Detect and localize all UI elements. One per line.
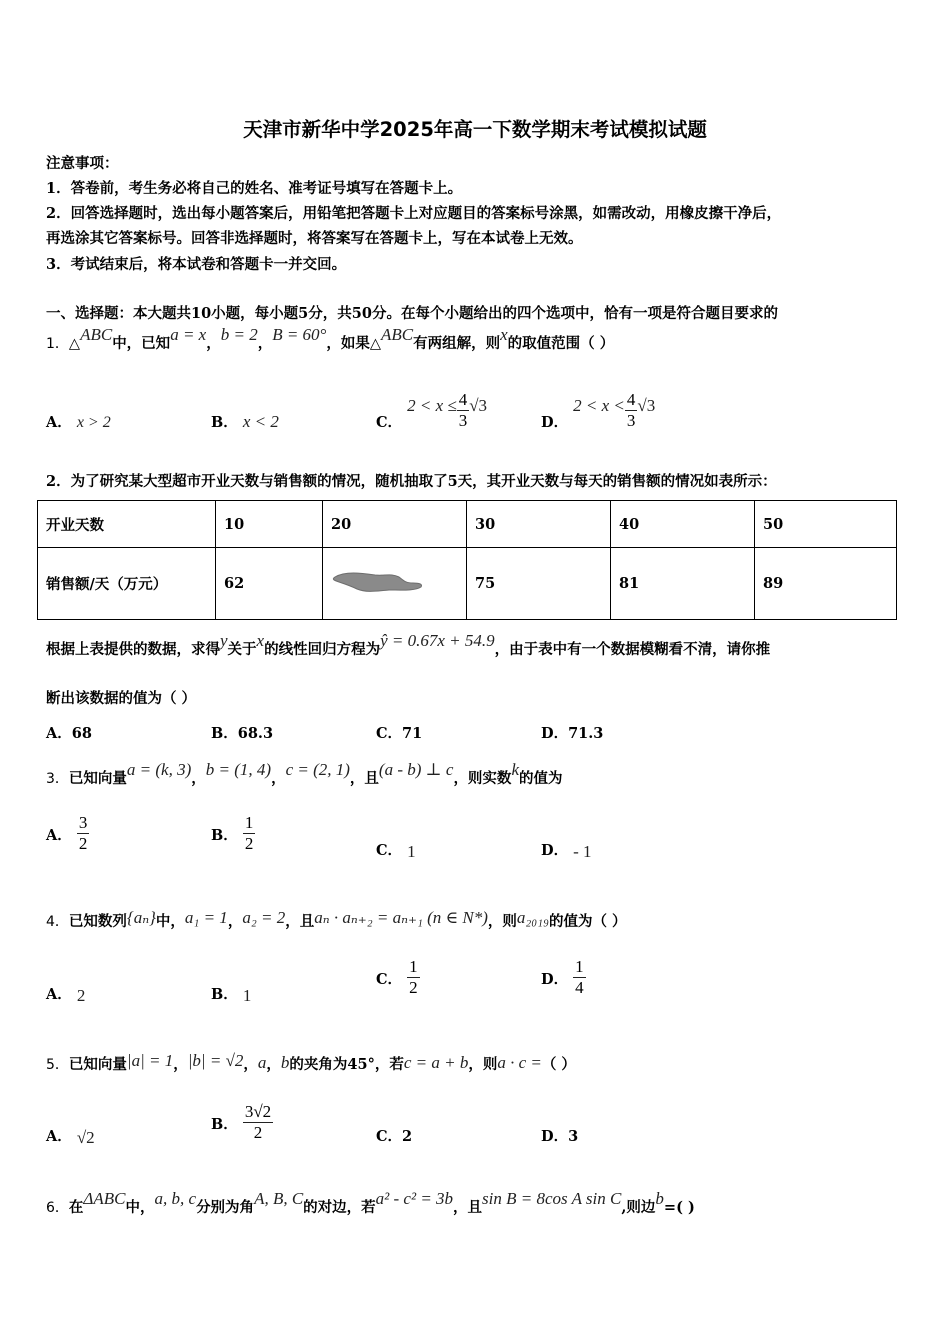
q3-option-a: [46, 813, 89, 854]
q6-math-sides: a, b, c: [154, 1189, 197, 1208]
option-label: B．: [211, 1115, 238, 1133]
q1-text: 中，已知: [112, 335, 171, 352]
q5-text: ，: [173, 1056, 188, 1073]
q5-text: ，: [266, 1056, 281, 1073]
q2-math-x: x: [256, 631, 265, 650]
q1-math-a: a = x: [170, 325, 207, 344]
option-value: x > 2: [76, 414, 111, 431]
q1-math-abc2: ABC: [381, 325, 414, 344]
q6-text: ，且: [453, 1199, 483, 1216]
q3-text: 已知向量: [68, 770, 127, 787]
q4-option-d: [541, 957, 586, 998]
q4-text: ，则: [487, 913, 517, 930]
q5-option-c: C．2: [376, 1128, 413, 1145]
notice-item-2b: 再选涂其它答案标号。回答非选择题时，将答案写在答题卡上，写在本试卷上无效。: [46, 230, 583, 247]
q2-option-a: A．68: [46, 725, 92, 742]
q1-math-angle: B = 60°: [272, 325, 327, 344]
q3-math-condition: (a - b) ⊥ c: [378, 760, 454, 779]
q5-text: 已知向量: [68, 1056, 127, 1073]
option-value: 2: [76, 986, 86, 1005]
table-cell: 89: [755, 548, 897, 620]
blurred-smudge: [331, 567, 427, 597]
table-cell: 40: [611, 501, 755, 548]
question-1-stem: [46, 325, 615, 353]
option-label: B．: [211, 986, 238, 1003]
option-label: C．: [376, 413, 403, 431]
question-number: 3．: [46, 771, 69, 787]
blurred-cell: [323, 548, 467, 620]
option-label: B．: [211, 826, 238, 844]
q5-math-c: c = a + b: [403, 1053, 469, 1072]
option-value: - 1: [573, 842, 592, 861]
q5-math-a: a: [257, 1053, 267, 1072]
option-value: 2 < x ≤: [407, 395, 457, 415]
q2-text: 根据上表提供的数据，求得: [46, 641, 220, 658]
option-label: D．: [541, 842, 569, 859]
q5-option-b: [211, 1102, 273, 1143]
q1-text: △: [68, 335, 81, 352]
q6-text: 的对边，若: [303, 1199, 376, 1216]
question-number: 1．: [46, 336, 69, 352]
fraction: $\frac{1}{2}$: [409, 957, 418, 997]
q2-text: ，由于表中有一个数据模糊看不清，请你推: [494, 641, 771, 658]
section-heading: 一、选择题：本大题共10小题，每小题5分，共50分。在每个小题给出的四个选项中，恰有一项是符合题目要求的: [46, 305, 778, 322]
q5-text: ，: [243, 1056, 258, 1073]
question-number: 4．: [46, 914, 69, 930]
q1-option-d: [541, 390, 655, 431]
table-cell: 20: [323, 501, 467, 548]
option-label: A．: [46, 414, 72, 431]
q2-option-d: D．71.3: [541, 725, 604, 742]
q2-math-y: y: [220, 631, 228, 650]
q2-option-c: C．71: [376, 725, 423, 742]
table-cell: 开业天数: [38, 501, 216, 548]
table-cell: 销售额/天（万元）: [38, 548, 216, 620]
fraction: $\frac{3}{2}$: [78, 813, 88, 853]
fraction: $\frac{3√2}{2}$: [244, 1102, 272, 1142]
q5-option-d: D．3: [541, 1128, 579, 1145]
q2-option-b: B．68.3: [211, 725, 274, 742]
fraction: $\frac{1}{4}$: [575, 957, 584, 997]
q3-text: ，则实数: [453, 770, 512, 787]
q4-math-recurrence: aₙ · aₙ₊₂ = aₙ₊₁ (n ∈ N*): [314, 908, 488, 927]
table-cell: 81: [611, 548, 755, 620]
fraction: $\frac{4}{3}$: [458, 390, 468, 430]
option-value: 2 < x <: [573, 395, 625, 415]
q5-math-b: b: [280, 1053, 290, 1072]
q3-math-a: a = (k, 3): [126, 760, 192, 779]
q2-text: 关于: [227, 641, 257, 658]
q3-math-c: c = (2, 1): [285, 760, 350, 779]
q6-text: ,则边: [621, 1199, 656, 1216]
q3-math-k: k: [511, 760, 519, 779]
q6-math-condition2: sin B = 8cos A sin C: [482, 1189, 622, 1208]
sqrt-value: √3: [469, 395, 488, 415]
option-label: A．: [46, 986, 72, 1003]
q4-option-c: [376, 957, 420, 998]
q6-math-condition1: a² - c² = 3b: [375, 1189, 454, 1208]
option-label: A．: [46, 826, 72, 844]
q5-math-dot: a · c =: [497, 1053, 542, 1072]
option-label: B．: [211, 414, 238, 431]
q1-option-c: [376, 390, 487, 431]
q3-text: ，: [191, 770, 206, 787]
question-6-stem: [46, 1189, 695, 1217]
q1-option-a: [46, 411, 111, 432]
q4-text: ，且: [285, 913, 315, 930]
question-2-regression: [46, 631, 771, 659]
question-number: 5．: [46, 1057, 69, 1073]
q3-text: ，且: [349, 770, 379, 787]
option-value: √2: [76, 1128, 95, 1147]
q2-text: 的线性回归方程为: [264, 641, 381, 658]
q5-math-a-norm: |a| = 1: [126, 1051, 174, 1070]
question-2-continuation: 断出该数据的值为（ ）: [46, 690, 197, 707]
option-label: C．: [376, 970, 403, 988]
q1-text: ，: [257, 335, 273, 352]
q3-text: ，: [271, 770, 286, 787]
fraction: $\frac{4}{3}$: [626, 390, 636, 430]
q2-math-equation: ŷ = 0.67x + 54.9: [380, 631, 495, 650]
q5-math-b-norm: |b| = √2: [187, 1051, 244, 1070]
table-row: [38, 501, 897, 548]
notice-item-2a: 2．回答选择题时，选出每小题答案后，用铅笔把答题卡上对应题目的答案标号涂黑，如需改动，用橡皮擦干净后，: [46, 205, 782, 222]
notice-heading: 注意事项：: [46, 155, 119, 172]
q5-text: 的夹角为45°，若: [289, 1056, 404, 1073]
table-cell: 10: [216, 501, 323, 548]
question-2-stem: 2．为了研究某大型超市开业天数与销售额的情况，随机抽取了5天，其开业天数与每天的销售额的情况如表所示：: [46, 473, 777, 490]
page-title: 天津市新华中学2025年高一下数学期末考试模拟试题: [243, 118, 707, 141]
q6-math-b: b: [655, 1189, 664, 1208]
question-5-stem: [46, 1053, 576, 1074]
option-label: C．: [376, 842, 403, 859]
q3-option-d: [541, 839, 592, 860]
q1-option-b: [211, 411, 279, 432]
q1-math-abc: ABC: [80, 325, 113, 344]
q4-text: 的值为（ ）: [549, 913, 627, 930]
table-cell: 75: [467, 548, 611, 620]
option-value: 1: [407, 842, 416, 861]
option-value: 1: [242, 986, 252, 1005]
question-3-stem: [46, 760, 563, 788]
question-4-stem: [46, 910, 627, 931]
q4-text: 中，: [155, 913, 185, 930]
q4-math-a1: a₁ = 1: [184, 908, 228, 927]
q6-math-triangle: ΔABC: [83, 1189, 126, 1208]
q3-math-b: b = (1, 4): [205, 760, 272, 779]
option-value: x < 2: [242, 412, 279, 431]
q6-text: =( ): [663, 1199, 695, 1216]
q4-text: 已知数列: [68, 913, 127, 930]
q5-text: （ ）: [541, 1056, 576, 1073]
q4-math-a2: a₂ = 2: [242, 908, 286, 927]
q6-text: 在: [68, 1199, 84, 1216]
q3-option-c: [376, 839, 416, 860]
table-cell: 50: [755, 501, 897, 548]
q1-text: 的取值范围（ ）: [507, 335, 615, 352]
question-number: 6．: [46, 1200, 69, 1216]
fraction: $\frac{1}{2}$: [244, 813, 254, 853]
q1-text: ，如果△: [326, 335, 382, 352]
q1-text: ，: [206, 335, 221, 352]
data-table: [37, 500, 897, 620]
notice-item-1: 1．答卷前，考生务必将自己的姓名、准考证号填写在答题卡上。: [46, 180, 463, 197]
q4-option-a: [46, 983, 85, 1004]
sqrt-value: √3: [637, 395, 656, 415]
q4-math-seq: {aₙ}: [126, 908, 156, 927]
q5-option-a: [46, 1125, 95, 1146]
q4-text: ，: [227, 913, 243, 930]
q3-text: 的值为: [518, 770, 563, 787]
q5-text: ，则: [468, 1056, 498, 1073]
q6-text: 分别为角: [196, 1199, 255, 1216]
q4-option-b: [211, 983, 251, 1004]
notice-item-3: 3．考试结束后，将本试卷和答题卡一并交回。: [46, 256, 347, 273]
q1-text: 有两组解，则: [413, 335, 501, 352]
q6-text: 中，: [125, 1199, 155, 1216]
table-cell: 62: [216, 548, 323, 620]
table-row: [38, 548, 897, 620]
option-label: D．: [541, 970, 569, 988]
q6-math-angles: A, B, C: [254, 1189, 304, 1208]
option-label: D．: [541, 413, 569, 431]
q4-math-a2019: a₂₀₁₉: [516, 908, 549, 927]
q3-option-b: [211, 813, 255, 854]
q1-math-x: x: [500, 325, 508, 344]
table-cell: 30: [467, 501, 611, 548]
q1-math-b: b = 2: [220, 325, 258, 344]
option-label: A．: [46, 1128, 72, 1145]
